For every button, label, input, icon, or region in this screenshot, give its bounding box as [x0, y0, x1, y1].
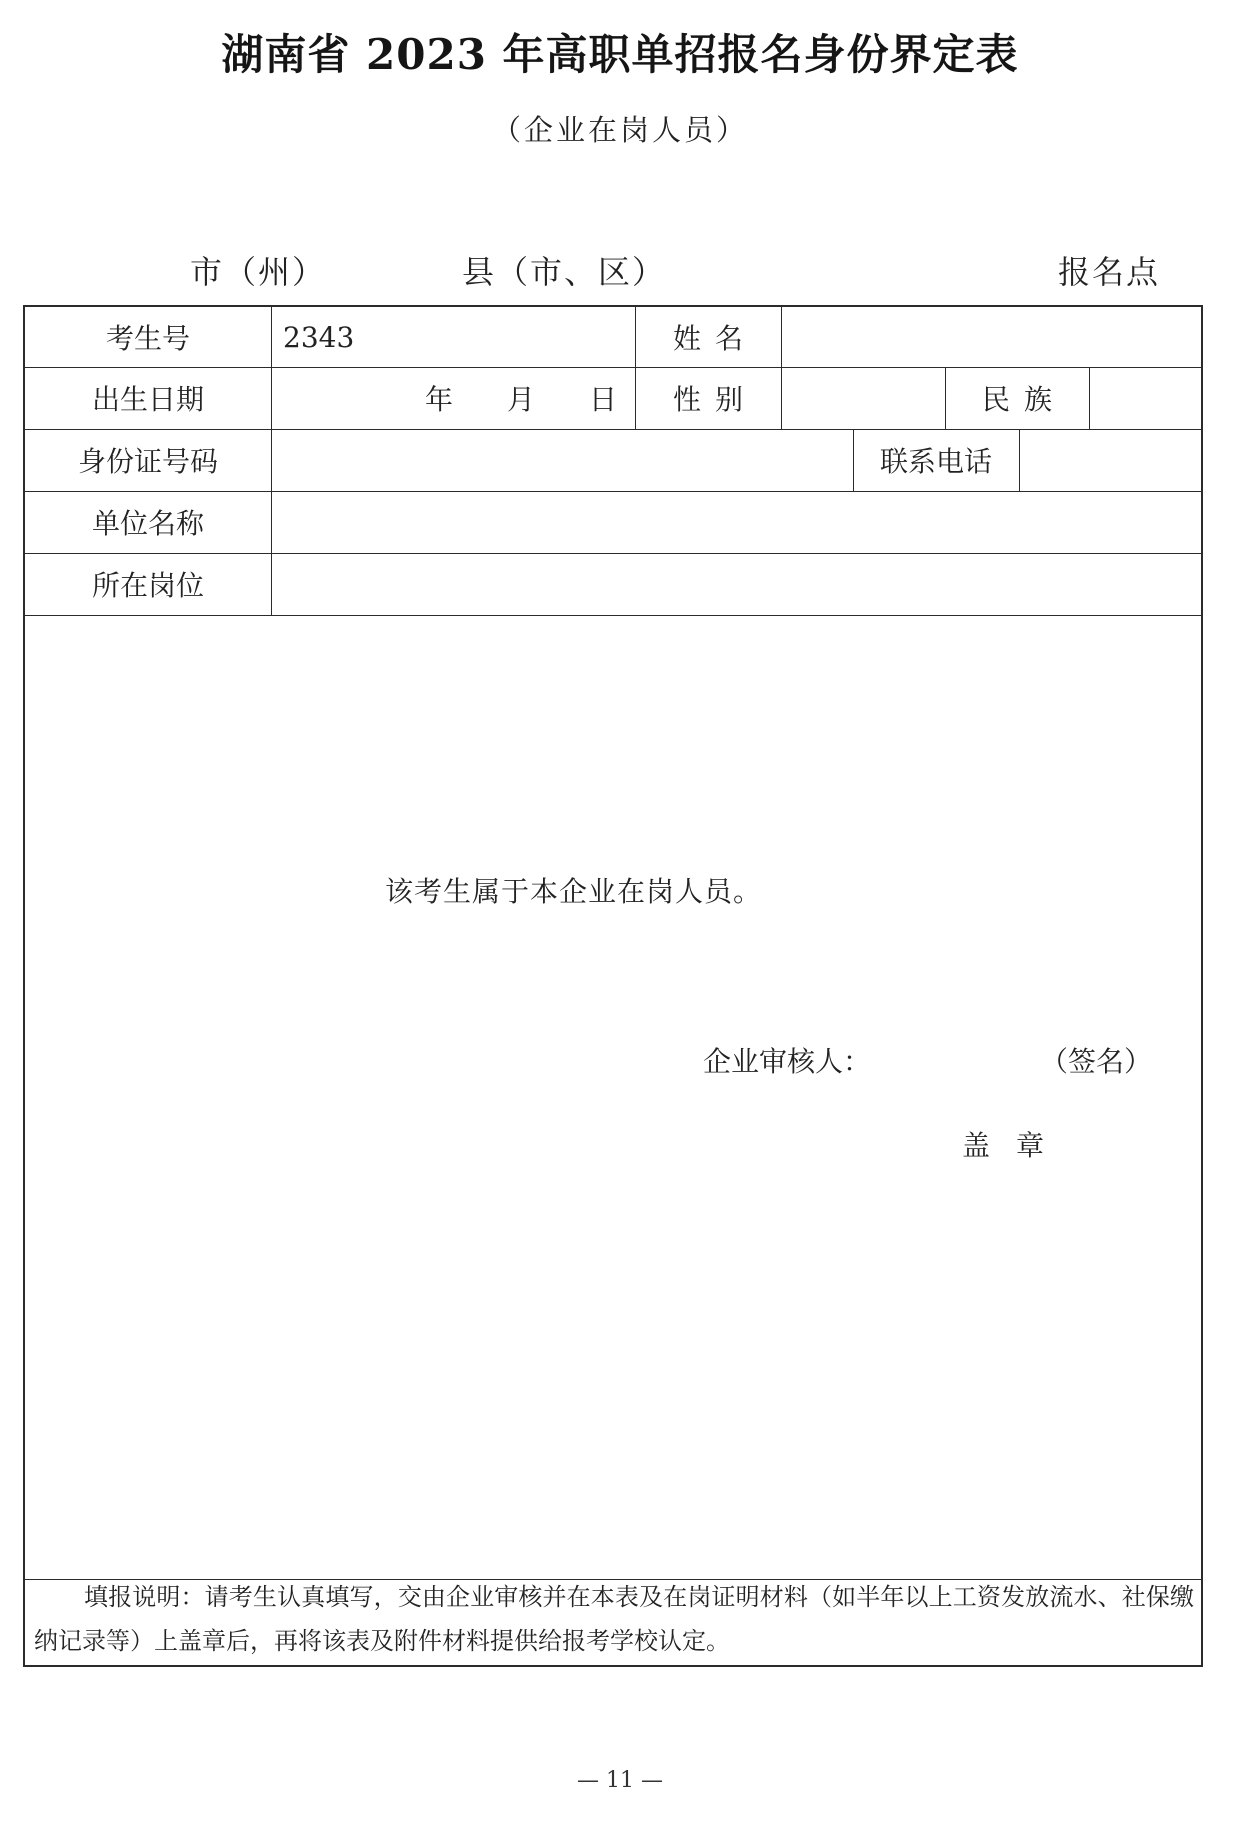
name-value[interactable]	[781, 307, 1201, 367]
birth-date-field[interactable]	[271, 367, 635, 429]
employer-name-value[interactable]	[271, 491, 1201, 553]
page-title: 湖南省 2023 年高职单招报名身份界定表	[221, 30, 1019, 79]
birth-year-unit: 年	[424, 383, 453, 416]
name-label: 姓名	[672, 322, 757, 355]
id-number-label: 身份证号码	[77, 445, 218, 478]
phone-value[interactable]	[1019, 429, 1201, 491]
birth-day-unit: 日	[588, 383, 617, 416]
ethnicity-value[interactable]	[1089, 367, 1201, 429]
gender-label: 性别	[672, 383, 757, 416]
auditor-label: 企业审核人：	[703, 1045, 872, 1078]
page-subtitle: （企业在岗人员）	[491, 113, 748, 147]
ethnicity-label: 民族	[981, 383, 1066, 416]
birth-month-unit: 月	[506, 383, 535, 416]
position-value[interactable]	[271, 553, 1201, 615]
filling-instructions: 填报说明：请考生认真填写，交由企业审核并在本表及在岗证明材料（如半年以上工资发放流水、社保缴纳记录等）上盖章后，再将该表及附件材料提供给报考学校认定。	[34, 1583, 1194, 1655]
phone-label: 联系电话	[879, 445, 992, 478]
registration-point-label: 报名点	[1058, 253, 1161, 291]
employer-name-label: 单位名称	[91, 507, 204, 540]
id-number-value[interactable]	[271, 429, 853, 491]
signature-note: （签名）	[1040, 1045, 1153, 1078]
county-field-label: 县（市、区）	[462, 253, 667, 291]
birth-date-label: 出生日期	[91, 383, 204, 416]
gender-value[interactable]	[781, 367, 945, 429]
exam-number-value[interactable]: 2343	[283, 320, 355, 354]
position-label: 所在岗位	[91, 569, 204, 602]
exam-number-label: 考生号	[105, 322, 190, 355]
city-field-label: 市（州）	[190, 253, 327, 291]
seal-label: 盖章	[962, 1129, 1071, 1162]
page-number: — 11 —	[577, 1768, 663, 1793]
identity-form-table	[23, 305, 1203, 1667]
employment-statement: 该考生属于本企业在岗人员。	[385, 875, 763, 908]
